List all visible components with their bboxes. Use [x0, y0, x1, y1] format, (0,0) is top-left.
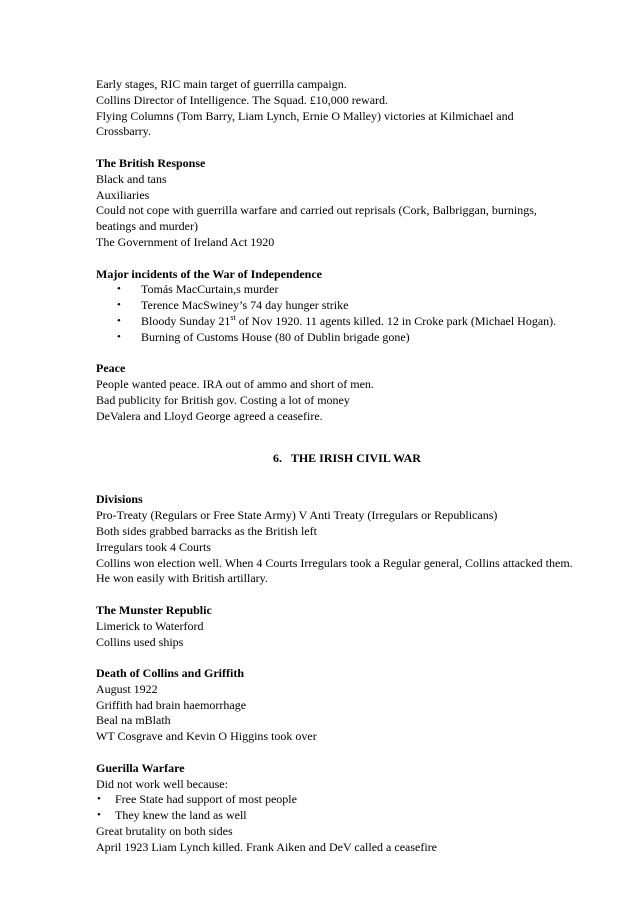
text-line: Collins used ships: [96, 634, 184, 649]
text-line: Griffith had brain haemorrhage: [96, 697, 247, 712]
spacer: [96, 745, 596, 761]
bullet-icon: •: [97, 793, 101, 806]
text-line: Flying Columns (Tom Barry, Liam Lynch, Ernie O Malley) victories at Kilmichael and: [96, 108, 514, 123]
chapter-title: 6. THE IRISH CIVIL WAR: [273, 450, 421, 465]
spacer: [96, 346, 596, 362]
text-line: WT Cosgrave and Kevin O Higgins took over: [96, 729, 317, 744]
text-line: Early stages, RIC main target of guerrilla campaign.: [96, 77, 347, 91]
section-heading: Divisions: [96, 492, 143, 507]
list-item: [96, 314, 596, 330]
text-line: People wanted peace. IRA out of ammo and short of men.: [96, 377, 374, 392]
ordinal-suffix: st: [230, 312, 236, 322]
bloody-sunday-rest: of Nov 1920. 11 agents killed. 12 in Croke park (Michael Hogan).: [235, 313, 557, 328]
list-item-text: Free State had support of most people: [115, 792, 297, 807]
bullet-icon: •: [117, 330, 121, 343]
section-heading: Death of Collins and Griffith: [96, 666, 245, 681]
text-line: April 1923 Liam Lynch killed. Frank Aiken and DeV called a ceasefire: [96, 839, 438, 854]
text-line: Bad publicity for British gov. Costing a lot of money: [96, 392, 350, 407]
reasons-list: [96, 792, 596, 824]
bullet-icon: •: [117, 314, 121, 327]
bullet-icon: •: [117, 283, 121, 296]
list-item: [96, 298, 596, 314]
text-line: Auxiliaries: [96, 187, 150, 202]
list-item: [96, 792, 596, 808]
divisions-section: [96, 492, 596, 587]
death-section: [96, 666, 596, 745]
spacer: [96, 140, 596, 156]
text-line: beatings and murder): [96, 219, 198, 234]
spacer: [96, 425, 596, 451]
bullet-icon: •: [97, 809, 101, 822]
text-line: Collins won election well. When 4 Courts Irregulars took a Regular general, Collins attacked them.: [96, 555, 573, 570]
text-line: The Government of Ireland Act 1920: [96, 234, 275, 249]
list-item: [96, 282, 596, 298]
section-heading: Guerilla Warfare: [96, 760, 185, 775]
text-line: August 1922: [96, 681, 158, 696]
munster-section: [96, 603, 596, 650]
list-item-text: Burning of Customs House (80 of Dublin brigade gone): [141, 329, 410, 344]
incidents-list: [96, 282, 596, 345]
text-line: Beal na mBlath: [96, 713, 171, 728]
text-line: Pro-Treaty (Regulars or Free State Army) V Anti Treaty (Irregulars or Republicans): [96, 508, 498, 523]
major-incidents-section: [96, 267, 596, 346]
text-line: Did not work well because:: [96, 776, 228, 791]
list-item-text: They knew the land as well: [115, 808, 247, 823]
british-response-section: [96, 156, 596, 251]
text-line: Both sides grabbed barracks as the British left: [96, 523, 317, 538]
text-line: Crossbarry.: [96, 124, 151, 139]
section-heading: Peace: [96, 361, 126, 376]
text-line: Collins Director of Intelligence. The Squad. £10,000 reward.: [96, 92, 389, 107]
list-item: [96, 330, 596, 346]
text-line: Could not cope with guerrilla warfare and carried out reprisals (Cork, Balbriggan, burnings,: [96, 203, 537, 218]
bloody-sunday-text: Bloody Sunday 21: [141, 313, 231, 328]
peace-section: [96, 361, 596, 424]
spacer: [96, 466, 596, 492]
document-body: [96, 77, 596, 856]
list-item-text: Terence MacSwiney’s 74 day hunger strike: [141, 298, 349, 313]
section-heading: Major incidents of the War of Independence: [96, 266, 323, 281]
text-line: DeValera and Lloyd George agreed a ceasefire.: [96, 408, 323, 423]
intro-section: [96, 77, 596, 140]
text-line: Black and tans: [96, 171, 167, 186]
text-line: Great brutality on both sides: [96, 824, 233, 839]
list-item: [96, 808, 596, 824]
bullet-icon: •: [117, 299, 121, 312]
guerilla-section: [96, 761, 596, 856]
text-line: He won easily with British artillary.: [96, 571, 268, 586]
text-line: Irregulars took 4 Courts: [96, 539, 211, 554]
section-heading: The Munster Republic: [96, 602, 212, 617]
spacer: [96, 587, 596, 603]
list-item-text: Tomás MacCurtain,s murder: [141, 282, 279, 297]
spacer: [96, 650, 596, 666]
spacer: [96, 251, 596, 267]
section-heading: The British Response: [96, 155, 206, 170]
text-line: Limerick to Waterford: [96, 618, 204, 633]
list-item-text: [141, 314, 556, 328]
